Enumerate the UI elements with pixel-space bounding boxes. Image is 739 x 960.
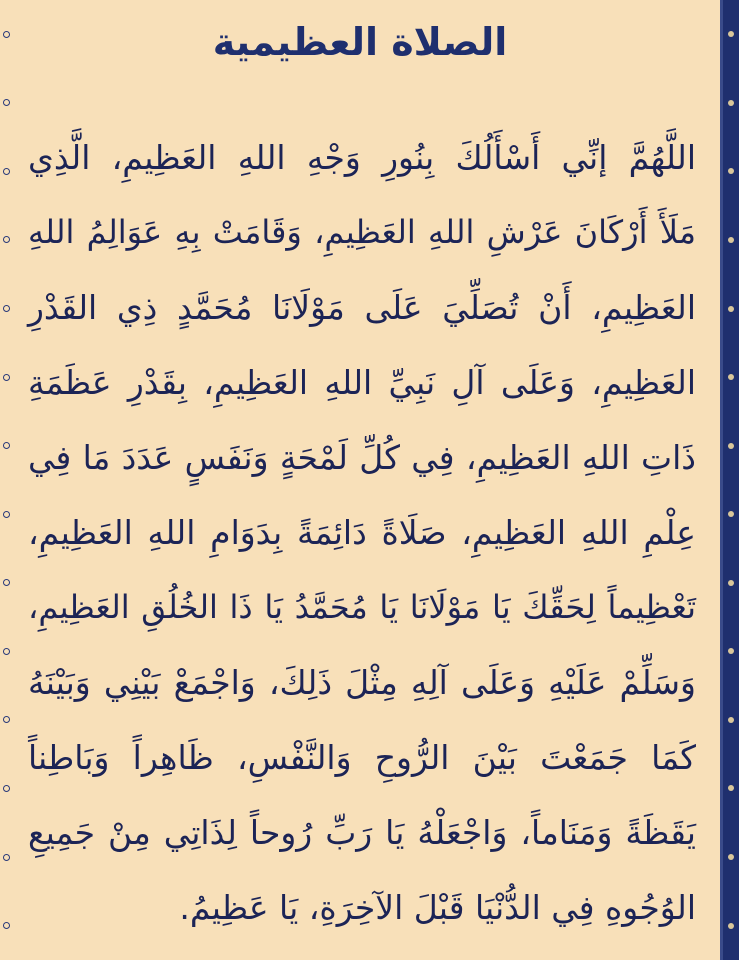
border-dot xyxy=(3,579,10,586)
border-dot xyxy=(728,923,734,929)
text-line: كَمَا جَمَعْتَ بَيْنَ الرُّوحِ وَالنَّفْسِ، ظَاهِراً وَبَاطِناً xyxy=(28,738,696,777)
border-dot xyxy=(728,854,734,860)
text-line: ذَاتِ اللهِ العَظِيمِ، فِي كُلِّ لَمْحَةٍ وَنَفَسٍ عَدَدَ مَا فِي xyxy=(28,438,696,477)
border-dot xyxy=(3,168,10,175)
page-title: الصلاة العظيمية xyxy=(212,20,508,64)
border-dot xyxy=(3,442,10,449)
border-dot xyxy=(728,31,734,37)
text-line: اللَّهُمَّ إنِّي أَسْأَلُكَ بِنُورِ وَجْهِ اللهِ العَظِيمِ، الَّذِي xyxy=(28,138,696,177)
text-line: مَلَأَ أَرْكَانَ عَرْشِ اللهِ العَظِيمِ، وَقَامَتْ بِهِ عَوَالِمُ اللهِ xyxy=(28,213,696,251)
border-dot xyxy=(728,443,734,449)
border-dot xyxy=(728,511,734,517)
border-dot xyxy=(3,305,10,312)
text-line: عِلْمِ اللهِ العَظِيمِ، صَلَاةً دَائِمَةً بِدَوَامِ اللهِ العَظِيمِ، xyxy=(28,513,696,552)
border-dot xyxy=(3,648,10,655)
border-dot xyxy=(728,374,734,380)
text-line: الوُجُوهِ فِي الدُّنْيَا قَبْلَ الآخِرَةِ، يَا عَظِيمُ. xyxy=(179,888,696,927)
right-border-dots xyxy=(727,0,735,960)
border-dot xyxy=(728,100,734,106)
text-line: العَظِيمِ، أَنْ تُصَلِّيَ عَلَى مَوْلَانَا مُحَمَّدٍ ذِي القَدْرِ xyxy=(28,288,696,327)
text-line: يَقَظَةً وَمَنَاماً، وَاجْعَلْهُ يَا رَبِّ رُوحاً لِذَاتِي مِنْ جَمِيعِ xyxy=(28,813,696,852)
border-dot xyxy=(728,648,734,654)
prayer-text xyxy=(28,120,696,945)
border-dot xyxy=(3,374,10,381)
border-dot xyxy=(728,168,734,174)
border-dot xyxy=(728,717,734,723)
text-line: العَظِيمِ، وَعَلَى آلِ نَبِيِّ اللهِ العَظِيمِ، بِقَدْرِ عَظَمَةِ xyxy=(28,363,696,402)
border-dot xyxy=(728,237,734,243)
border-dot xyxy=(3,99,10,106)
text-line: تَعْظِيماً لِحَقِّكَ يَا مَوْلَانَا يَا مُحَمَّدُ يَا ذَا الخُلُقِ العَظِيمِ، xyxy=(28,588,696,626)
border-dot xyxy=(728,785,734,791)
border-dot xyxy=(3,922,10,929)
border-dot xyxy=(3,716,10,723)
border-dot xyxy=(728,580,734,586)
border-dot xyxy=(3,511,10,518)
border-dot xyxy=(3,854,10,861)
text-line: وَسَلِّمْ عَلَيْهِ وَعَلَى آلِهِ مِثْلَ ذَلِكَ، وَاجْمَعْ بَيْنِي وَبَيْنَهُ xyxy=(28,663,696,702)
border-dot xyxy=(3,236,10,243)
border-dot xyxy=(728,306,734,312)
border-dot xyxy=(3,785,10,792)
left-border-dots xyxy=(2,0,10,960)
